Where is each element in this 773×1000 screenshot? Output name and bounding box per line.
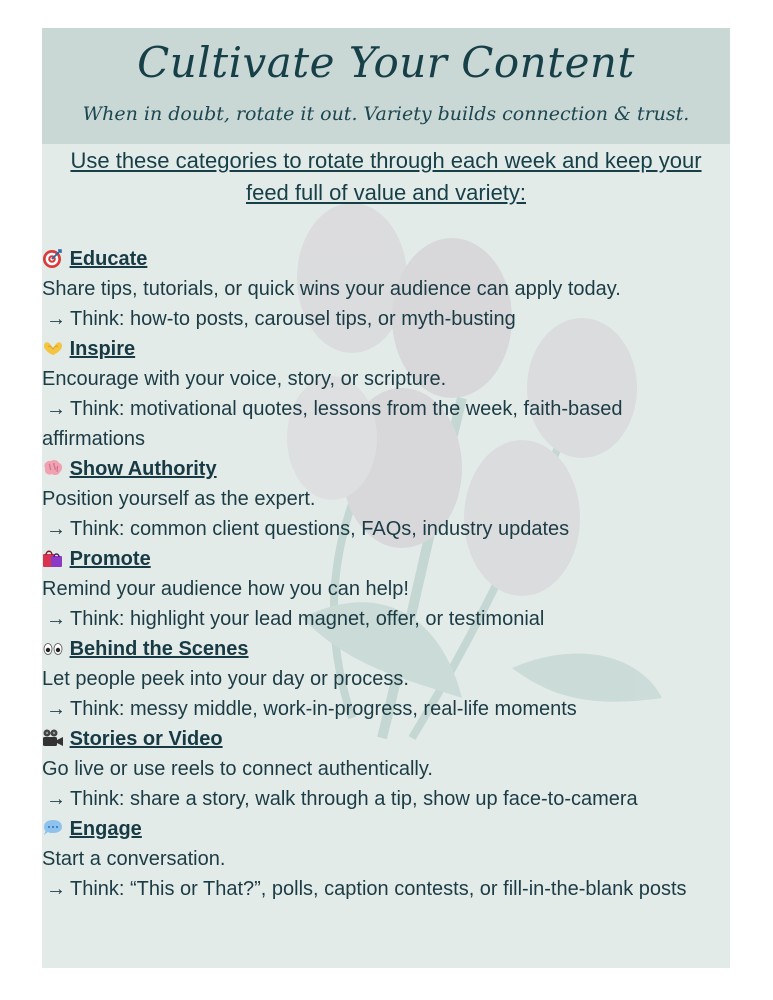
- category-inspire: [42, 334, 730, 454]
- think-text: Think: how-to posts, carousel tips, or myth-busting: [70, 308, 516, 330]
- think-text: Think: share a story, walk through a tip, show up face-to-camera: [70, 788, 638, 810]
- shopping-bags-icon: [42, 548, 64, 568]
- category-description: Start a conversation.: [42, 848, 226, 870]
- arrow-icon: →: [46, 878, 66, 900]
- document-page: [42, 28, 730, 968]
- category-description: Remind your audience how you can help!: [42, 578, 409, 600]
- category-title: Behind the Scenes: [69, 638, 249, 660]
- arrow-icon: →: [46, 788, 66, 810]
- category-list: [42, 244, 730, 904]
- category-description: Position yourself as the expert.: [42, 488, 316, 510]
- speech-bubble-icon: [42, 818, 64, 838]
- think-text: Think: motivational quotes, lessons from the week, faith-based: [70, 398, 623, 420]
- arrow-icon: →: [46, 698, 66, 720]
- category-description: Share tips, tutorials, or quick wins your audience can apply today.: [42, 278, 621, 300]
- category-engage: [42, 814, 730, 904]
- category-educate: [42, 244, 730, 334]
- category-title: Educate: [69, 248, 148, 270]
- page-title: Cultivate Your Content: [137, 38, 635, 87]
- page-subtitle: When in doubt, rotate it out. Variety builds connection & trust.: [82, 103, 690, 125]
- arrow-icon: →: [46, 518, 66, 540]
- target-icon: [42, 248, 64, 268]
- arrow-icon: →: [46, 608, 66, 630]
- category-think: [42, 394, 730, 424]
- category-think: [42, 874, 730, 904]
- heart-hands-icon: [42, 338, 64, 358]
- arrow-icon: →: [46, 398, 66, 420]
- category-think: [42, 304, 730, 334]
- category-title: Show Authority: [69, 458, 217, 480]
- movie-camera-icon: [42, 728, 64, 748]
- eyes-icon: [42, 638, 64, 658]
- category-description: Go live or use reels to connect authentically.: [42, 758, 433, 780]
- category-description: Encourage with your voice, story, or scripture.: [42, 368, 447, 390]
- category-think: [42, 514, 730, 544]
- arrow-icon: →: [46, 308, 66, 330]
- category-title: Inspire: [69, 338, 136, 360]
- category-think: [42, 694, 730, 724]
- think-text: Think: “This or That?”, polls, caption contests, or fill-in-the-blank posts: [70, 878, 687, 900]
- category-think: [42, 604, 730, 634]
- category-behind-the-scenes: [42, 634, 730, 724]
- category-stories-or-video: [42, 724, 730, 814]
- category-title: Engage: [69, 818, 142, 840]
- category-title: Promote: [69, 548, 151, 570]
- category-description: Let people peek into your day or process.: [42, 668, 409, 690]
- category-promote: [42, 544, 730, 634]
- page-header: [42, 28, 730, 144]
- brain-icon: [42, 458, 64, 478]
- category-show-authority: [42, 454, 730, 544]
- think-text: Think: highlight your lead magnet, offer, or testimonial: [70, 608, 545, 630]
- think-text: Think: messy middle, work-in-progress, real-life moments: [70, 698, 577, 720]
- category-think: [42, 784, 730, 814]
- category-think-continued: affirmations: [42, 428, 146, 450]
- intro-text: Use these categories to rotate through each week and keep your feed full of value and variety:: [70, 148, 702, 205]
- category-title: Stories or Video: [69, 728, 223, 750]
- think-text: Think: common client questions, FAQs, industry updates: [70, 518, 570, 540]
